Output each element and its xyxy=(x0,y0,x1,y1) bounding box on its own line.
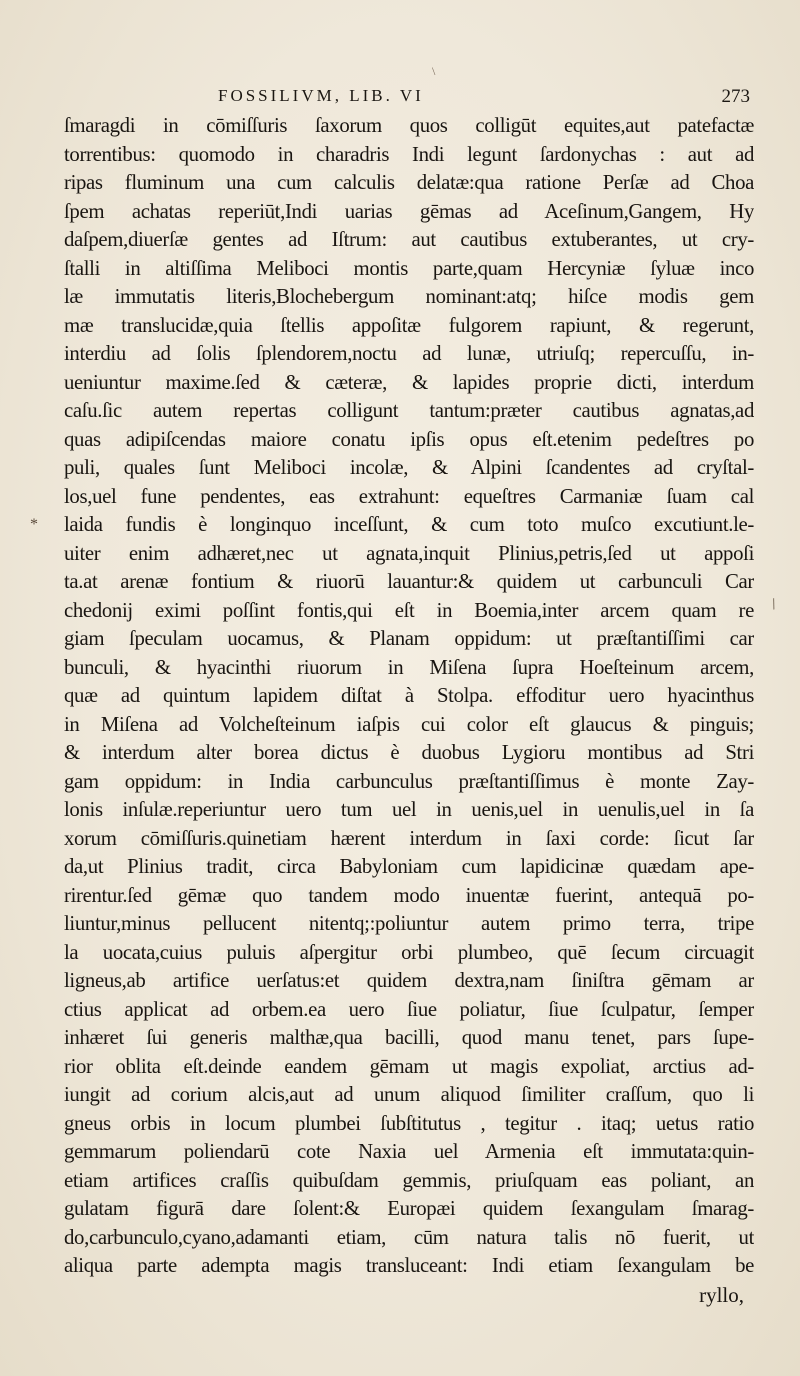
text-line: chedonij eximi poſſint fontis,qui eſt in Boemia,inter arcem quam re xyxy=(64,598,754,622)
margin-mark-top: \ xyxy=(432,64,436,78)
text-line: inhæret ſui generis malthæ,qua bacilli, quod manu tenet, pars ſupe- xyxy=(64,1026,754,1049)
text-line: iungit ad corium alcis,aut ad unum aliquod ſimiliter craſſum, quo li xyxy=(64,1083,754,1106)
text-line: interdiu ad ſolis ſplendorem,noctu ad lunæ, utriuſq; repercuſſu, in- xyxy=(64,342,754,365)
text-line: lonis inſulæ.reperiuntur uero tum uel in uenis,uel in uenulis,uel in ſa xyxy=(64,798,754,821)
text-line: ctius applicat ad orbem.ea uero ſiue poliatur, ſiue ſculpatur, ſemper xyxy=(64,997,754,1021)
text-line: & interdum alter borea dictus è duobus Lygioru montibus ad Stri xyxy=(64,741,754,764)
text-line: la uocata,cuius puluis aſpergitur orbi plumbeo, quē ſecum circuagit xyxy=(64,940,754,964)
text-line: ueniuntur maxime.ſed & cæteræ, & lapides proprie dicti, interdum xyxy=(64,370,754,394)
text-line: læ immutatis literis,Blochebergum nominant:atq; hiſce modis gem xyxy=(64,285,754,308)
text-line: rirentur.ſed gēmæ quo tandem modo inuentæ fuerint, antequā po- xyxy=(64,883,754,907)
text-line: ligneus,ab artifice uerſatus:et quidem dextra,nam ſiniſtra gēmam ar xyxy=(64,969,754,992)
text-line: ſtalli in altiſſima Meliboci montis parte,quam Hercyniæ ſyluæ inco xyxy=(64,256,754,280)
text-line: gneus orbis in locum plumbei ſubſtitutus , tegitur . itaq; uetus ratio xyxy=(64,1111,754,1135)
text-line: gulatam figurā dare ſolent:& Europæi quidem ſexangulam ſmarag- xyxy=(64,1197,754,1220)
margin-mark-left: * xyxy=(30,516,38,533)
text-line: ſmaragdi in cōmiſſuris ſaxorum quos colligūt equites,aut patefactæ xyxy=(64,114,754,137)
text-line: laida fundis è longinquo inceſſunt, & cum toto muſco excutiunt.le- xyxy=(64,513,754,536)
text-line: do,carbunculo,cyano,adamanti etiam, cūm natura talis nō fuerit, ut xyxy=(64,1225,754,1249)
text-line: gam oppidum: in India carbunculus præſtantiſſimus è monte Zay- xyxy=(64,769,754,793)
text-line: quas adipiſcendas maiore conatu ipſis opus eſt.etenim pedeſtres po xyxy=(64,427,754,451)
margin-mark-right: / xyxy=(769,595,780,614)
text-line: liuntur,minus pellucent nitentq;:poliuntur autem primo terra, tripe xyxy=(64,912,754,935)
text-line: bunculi, & hyacinthi riuorum in Miſena ſupra Hoeſteinum arcem, xyxy=(64,655,754,679)
text-line: etiam artifices craſſis quibuſdam gemmis, priuſquam eas poliant, an xyxy=(64,1168,754,1192)
text-line: caſu.ſic autem repertas colligunt tantum:præter cautibus agnatas,ad xyxy=(64,399,754,422)
text-line: mæ translucidæ,quia ſtellis appoſitæ fulgorem rapiunt, & regerunt, xyxy=(64,313,754,337)
text-line: daſpem,diuerſæ gentes ad Iſtrum: aut cautibus extuberantes, ut cry- xyxy=(64,228,754,251)
page-number: 273 xyxy=(721,86,750,107)
text-line: in Miſena ad Volcheſteinum iaſpis cui color eſt glaucus & pinguis; xyxy=(64,712,754,736)
text-line: rior oblita eſt.deinde eandem gēmam ut magis expoliat, arctius ad- xyxy=(64,1054,754,1078)
text-line: xorum cōmiſſuris.quinetiam hærent interdum in ſaxi corde: ſicut ſar xyxy=(64,826,754,850)
body-text xyxy=(64,112,754,1281)
text-line: gemmarum poliendarū cote Naxia uel Armenia eſt immutata:quin- xyxy=(64,1140,754,1163)
text-line: quæ ad quintum lapidem diſtat à Stolpa. effoditur uero hyacinthus xyxy=(64,684,754,707)
text-line: torrentibus: quomodo in charadris Indi legunt ſardonychas : aut ad xyxy=(64,142,754,166)
running-head: FOSSILIVM, LIB. VI xyxy=(218,86,424,105)
text-line: ripas fluminum una cum calculis delatæ:qua ratione Perſæ ad Choa xyxy=(64,171,754,194)
text-line: uiter enim adhæret,nec ut agnata,inquit Plinius,petris,ſed ut appoſi xyxy=(64,541,754,565)
text-line: ſpem achatas reperiūt,Indi uarias gēmas ad Aceſinum,Gangem, Hy xyxy=(64,199,754,223)
text-line: da,ut Plinius tradit, circa Babyloniam cum lapidicinæ quædam ape- xyxy=(64,855,754,878)
text-line: los,uel fune pendentes, eas extrahunt: equeſtres Carmaniæ ſuam cal xyxy=(64,484,754,508)
text-line: aliqua parte adempta magis transluceant: Indi etiam ſexangulam be xyxy=(64,1254,754,1277)
text-line: puli, quales ſunt Meliboci incolæ, & Alpini ſcandentes ad cryſtal- xyxy=(64,456,754,479)
text-line: giam ſpeculam uocamus, & Planam oppidum: ut præſtantiſſimi car xyxy=(64,627,754,650)
catchword: ryllo, xyxy=(699,1282,744,1307)
text-line: ta.at arenæ fontium & riuorū lauantur:& quidem ut carbunculi Car xyxy=(64,570,754,593)
